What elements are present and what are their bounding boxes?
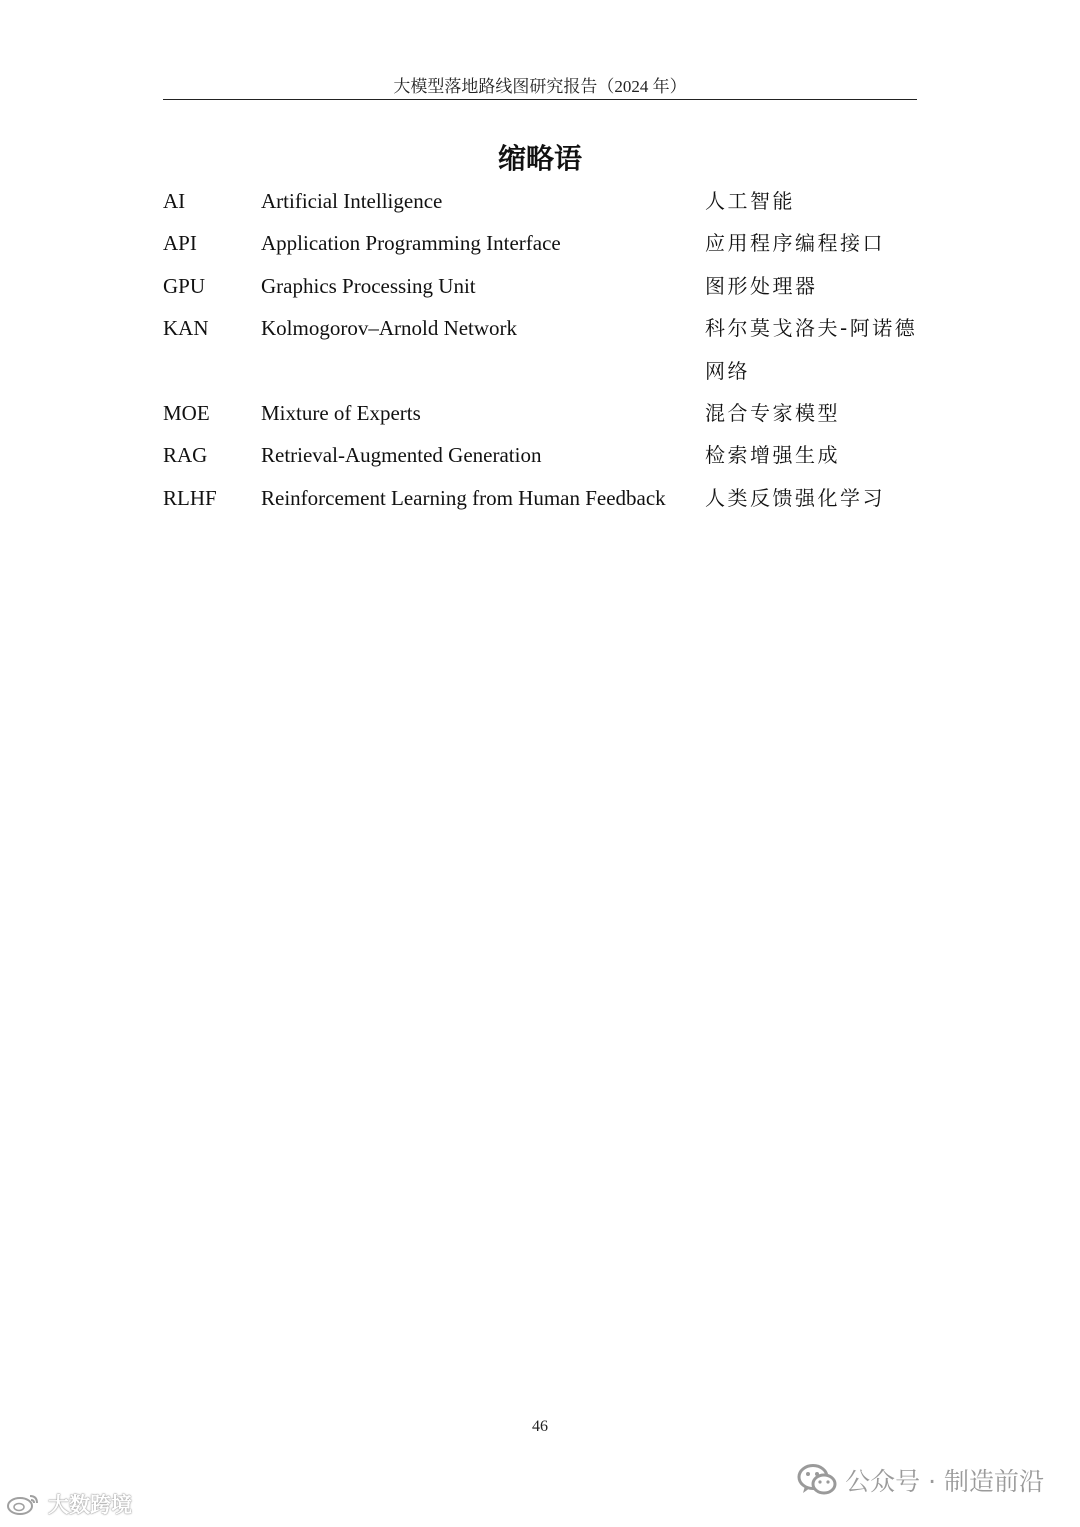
abbreviation-english: Graphics Processing Unit [261,273,476,298]
page-number: 46 [532,1418,548,1435]
abbreviation-chinese: 混合专家模型 [705,401,840,426]
abbreviation-row [163,222,923,264]
abbreviation-chinese: 科尔莫戈洛夫-阿诺德网络 [705,316,918,383]
weibo-icon [6,1492,42,1516]
abbreviation-chinese: 人类反馈强化学习 [705,485,885,510]
abbreviation-row [163,392,923,434]
wechat-watermark [797,1462,1044,1498]
abbreviation-chinese: 图形处理器 [705,273,818,298]
abbreviation-code: GPU [163,273,206,298]
abbreviation-english: Retrieval-Augmented Generation [261,443,542,468]
abbreviation-row [163,307,923,392]
abbreviation-code: RAG [163,443,208,468]
abbreviation-row [163,180,923,222]
abbreviation-code: RLHF [163,485,217,510]
abbreviation-code: API [163,231,197,256]
abbreviation-code: MOE [163,401,210,426]
running-header: 大模型落地路线图研究报告（2024 年） [393,77,687,96]
abbreviation-english: Mixture of Experts [261,401,421,426]
abbreviation-chinese: 人工智能 [705,189,795,213]
weibo-watermark [6,1489,132,1519]
abbreviation-code: KAN [163,316,209,341]
weibo-account-text: 大数跨境 [48,1493,132,1517]
abbreviation-english: Application Programming Interface [261,231,561,256]
abbreviation-english: Artificial Intelligence [261,189,443,213]
section-title: 缩略语 [497,142,582,175]
abbreviation-row [163,477,923,519]
abbreviation-table [163,180,923,519]
abbreviation-chinese: 应用程序编程接口 [705,231,885,256]
wechat-icon [797,1463,837,1497]
abbreviation-english: Kolmogorov–Arnold Network [261,316,518,341]
abbreviation-row [163,434,923,476]
wechat-account-text: 公众号 · 制造前沿 [845,1467,1044,1496]
header-rule [163,99,917,100]
abbreviation-row [163,265,923,307]
abbreviation-code: AI [163,189,186,213]
abbreviation-english: Reinforcement Learning from Human Feedback [261,485,666,510]
abbreviation-chinese: 检索增强生成 [705,443,840,468]
